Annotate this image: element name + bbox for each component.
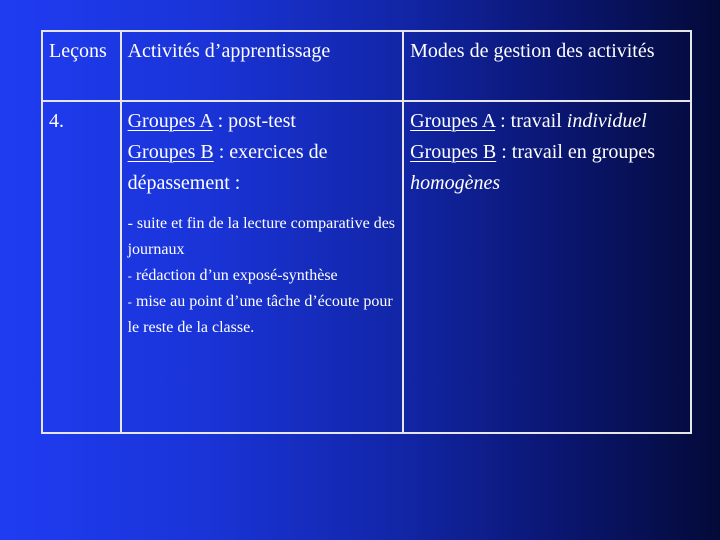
activity-group-a [128, 106, 397, 137]
header-row [42, 31, 691, 101]
list-item: - suite et fin de la lecture comparative des journaux [127, 215, 396, 258]
activity-group-b [128, 137, 397, 199]
mode-b-text: : travail en groupes [496, 141, 656, 163]
mode-b-italic: homogènes [410, 172, 501, 194]
group-b-label: Groupes B [127, 141, 214, 163]
activities-cell [121, 101, 404, 433]
header-activites: Activités d’apprentissage [121, 31, 404, 101]
list-item: - rédaction d’un exposé-synthèse [127, 267, 338, 284]
group-a-label: Groupes A [127, 110, 213, 132]
mode-a-label: Groupes A [410, 110, 496, 132]
group-b-text: : exercices de dépassement : [127, 141, 328, 194]
table-row [42, 101, 691, 433]
header-modes: Modes de gestion des activités [403, 31, 691, 101]
mode-a-text: : travail [495, 110, 567, 132]
header-lecons: Leçons [42, 31, 121, 101]
modes-cell [403, 101, 691, 433]
mode-b-label: Groupes B [410, 141, 497, 163]
lesson-number: 4. [42, 101, 121, 433]
mode-group-a [410, 106, 684, 137]
mode-a-italic: individuel [566, 110, 647, 132]
group-a-text: : post-test [212, 110, 296, 132]
list-item: - mise au point d’une tâche d’écoute pour le reste de la classe. [127, 293, 393, 336]
sub-item-list [128, 211, 397, 341]
lesson-table [41, 30, 692, 434]
mode-group-b [410, 137, 684, 199]
